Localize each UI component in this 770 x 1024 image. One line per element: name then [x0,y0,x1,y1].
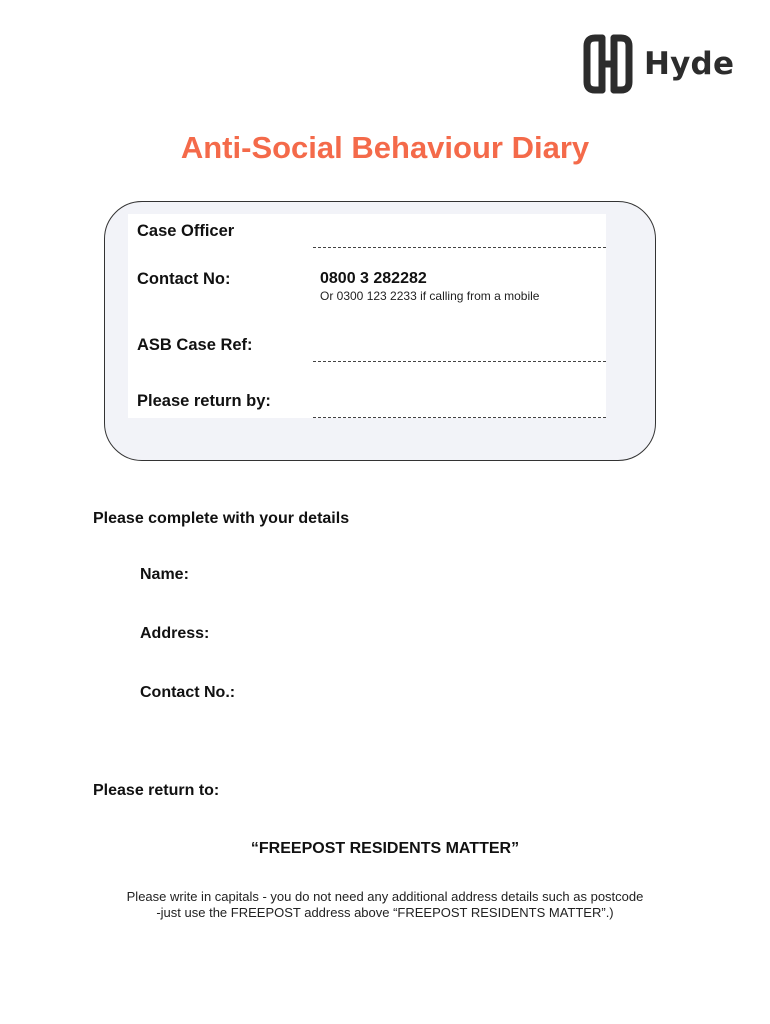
address-label: Address: [140,625,210,642]
details-contact-label: Contact No.: [140,684,236,701]
asb-case-ref-field[interactable] [313,361,606,362]
freepost-address: “FREEPOST RESIDENTS MATTER” [250,840,520,857]
case-officer-label: Case Officer [137,222,235,240]
contact-no-label: Contact No: [137,270,231,288]
details-heading: Please complete with your details [93,510,350,527]
instructions-line-2: -just use the FREEPOST address above “FREEPOST RESIDENTS MATTER”.) [156,905,614,920]
contact-phone: 0800 3 282282 [320,270,427,287]
return-by-label: Please return by: [137,392,271,410]
contact-phone-note: Or 0300 123 2233 if calling from a mobile [320,289,540,303]
asb-case-ref-label: ASB Case Ref: [137,336,253,354]
case-officer-field[interactable] [313,247,606,248]
instructions-line-1: Please write in capitals - you do not need any additional address details such as postcode [126,889,644,904]
return-by-field[interactable] [313,417,606,418]
return-to-heading: Please return to: [93,782,220,799]
hyde-logo-icon [582,33,634,95]
hyde-logo-text: Hyde [644,46,735,82]
case-details-panel [128,214,606,418]
name-label: Name: [140,566,189,583]
hyde-logo [582,33,734,95]
page-title: Anti-Social Behaviour Diary [180,130,590,165]
